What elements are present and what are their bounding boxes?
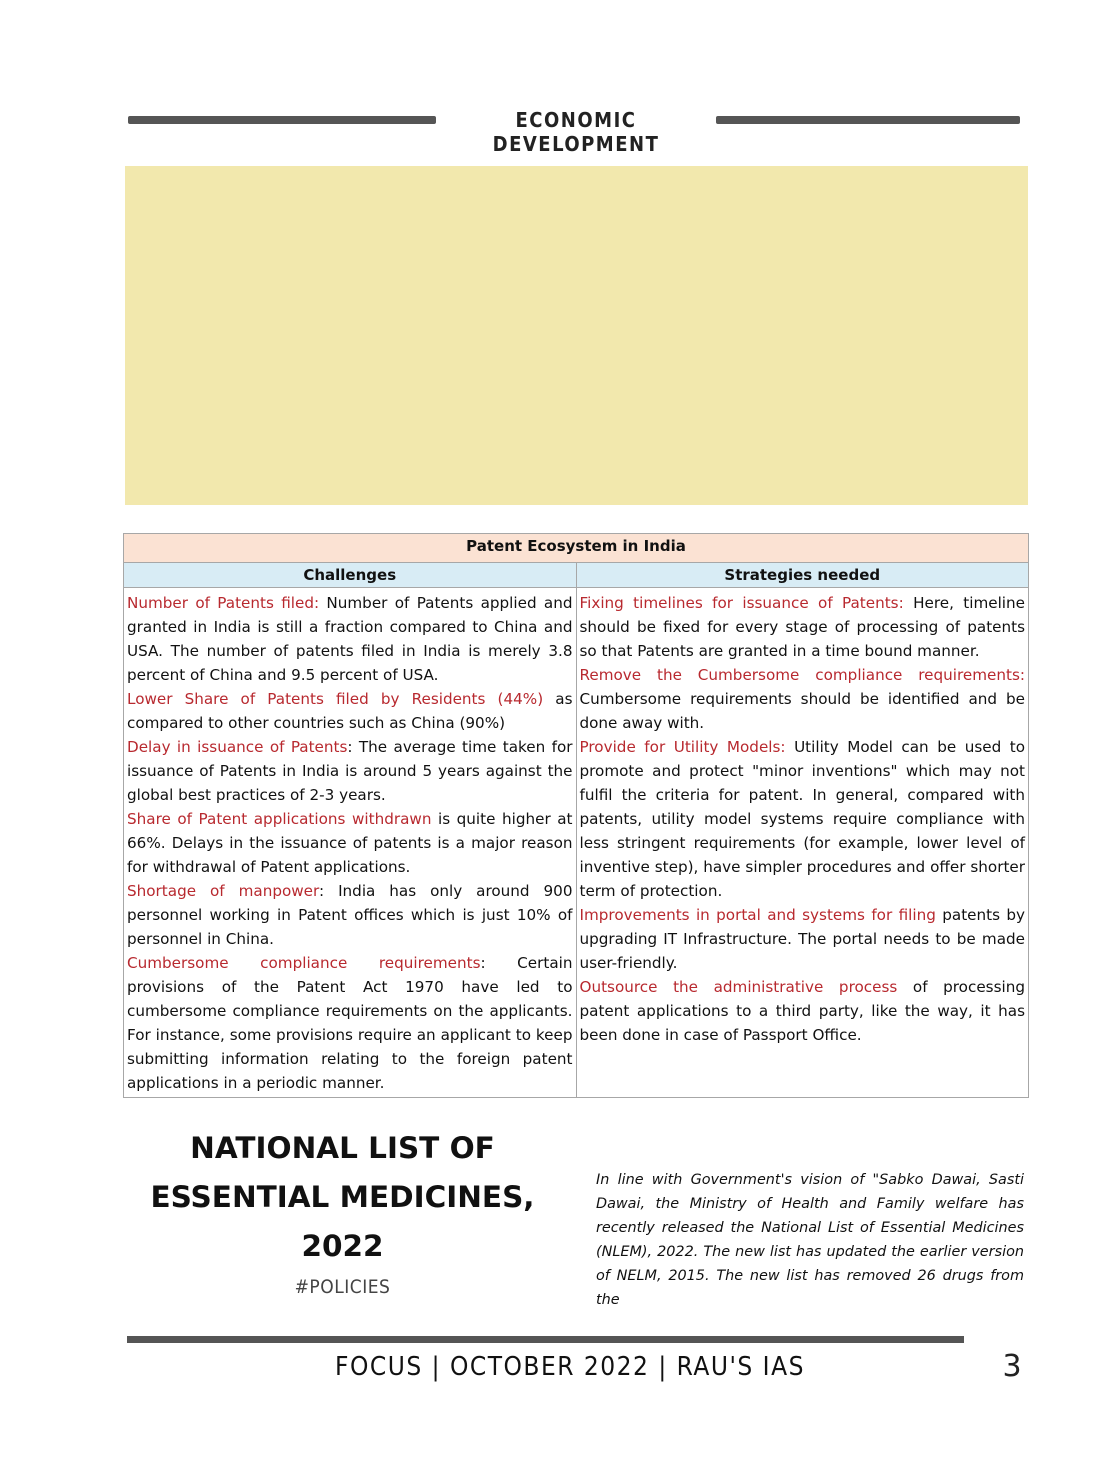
challenges-cell <box>124 588 577 1098</box>
challenge-item: Lower Share of Patents filed by Residents (44%) as compared to other countries such as China (90%) <box>127 690 573 732</box>
patent-ecosystem-table <box>123 533 1029 1098</box>
banner-image-placeholder <box>125 166 1028 505</box>
article-tag: #POLICIES <box>294 1276 391 1298</box>
strategy-item: Improvements in portal and systems for filing patents by upgrading IT Infrastructure. The portal needs to be made user-friendly. <box>579 906 1025 972</box>
header-rule-right <box>716 116 1020 124</box>
table-caption: Patent Ecosystem in India <box>124 534 1029 563</box>
challenge-item: Delay in issuance of Patents: The average time taken for issuance of Patents in India is around 5 years against the global best practices of 2-3 years. <box>127 738 573 804</box>
column-header-challenges: Challenges <box>124 563 577 588</box>
article-intro: In line with Government's vision of "Sabko Dawai, Sasti Dawai, the Ministry of Health and Family welfare has recently released the National List of Essential Medicines (NLEM), 2022. The new list has updated the earlier version of NELM, 2015. The new list has removed 26 drugs from the <box>596 1172 1024 1308</box>
challenge-item: Share of Patent applications withdrawn is quite higher at 66%. Delays in the issuance of patents is a major reason for withdrawal of Patent applications. <box>127 810 573 876</box>
strategy-item: Outsource the administrative process of processing patent applications to a third party, like the way, it has been done in case of Passport Office. <box>579 978 1025 1044</box>
page-number: 3 <box>1002 1349 1022 1384</box>
footer-rule <box>127 1336 964 1343</box>
footer-text: FOCUS | OCTOBER 2022 | RAU'S IAS <box>335 1352 805 1382</box>
strategy-item: Fixing timelines for issuance of Patents: Here, timeline should be fixed for every stage of processing of patents so that Patents are granted in a time bound manner. <box>579 594 1025 660</box>
header-rule-left <box>128 116 436 124</box>
strategy-item: Provide for Utility Models: Utility Model can be used to promote and protect "minor inventions" which may not fulfil the criteria for patent. In general, compared with patents, utility model systems require compliance with less stringent requirements (for example, lower level of inventive step), have simpler procedures and offer shorter term of protection. <box>579 738 1025 900</box>
strategy-item: Remove the Cumbersome compliance requirements: Cumbersome requirements should be identified and be done away with. <box>579 666 1025 732</box>
challenge-item: Cumbersome compliance requirements: Certain provisions of the Patent Act 1970 have led to cumbersome compliance requirements on the applicants. For instance, some provisions require an applicant to keep submitting information relating to the foreign patent applications in a periodic manner. <box>127 954 573 1092</box>
challenge-item: Shortage of manpower: India has only around 900 personnel working in Patent offices which is just 10% of personnel in China. <box>127 882 573 948</box>
section-header: ECONOMIC DEVELOPMENT <box>492 108 660 156</box>
column-header-strategies: Strategies needed <box>576 563 1029 588</box>
article-title: NATIONAL LIST OF ESSENTIAL MEDICINES, 2022 <box>150 1131 535 1263</box>
strategies-cell <box>576 588 1029 1098</box>
challenge-item: Number of Patents filed: Number of Patents applied and granted in India is still a fraction compared to China and USA. The number of patents filed in India is merely 3.8 percent of China and 9.5 percent of USA. <box>127 594 573 684</box>
